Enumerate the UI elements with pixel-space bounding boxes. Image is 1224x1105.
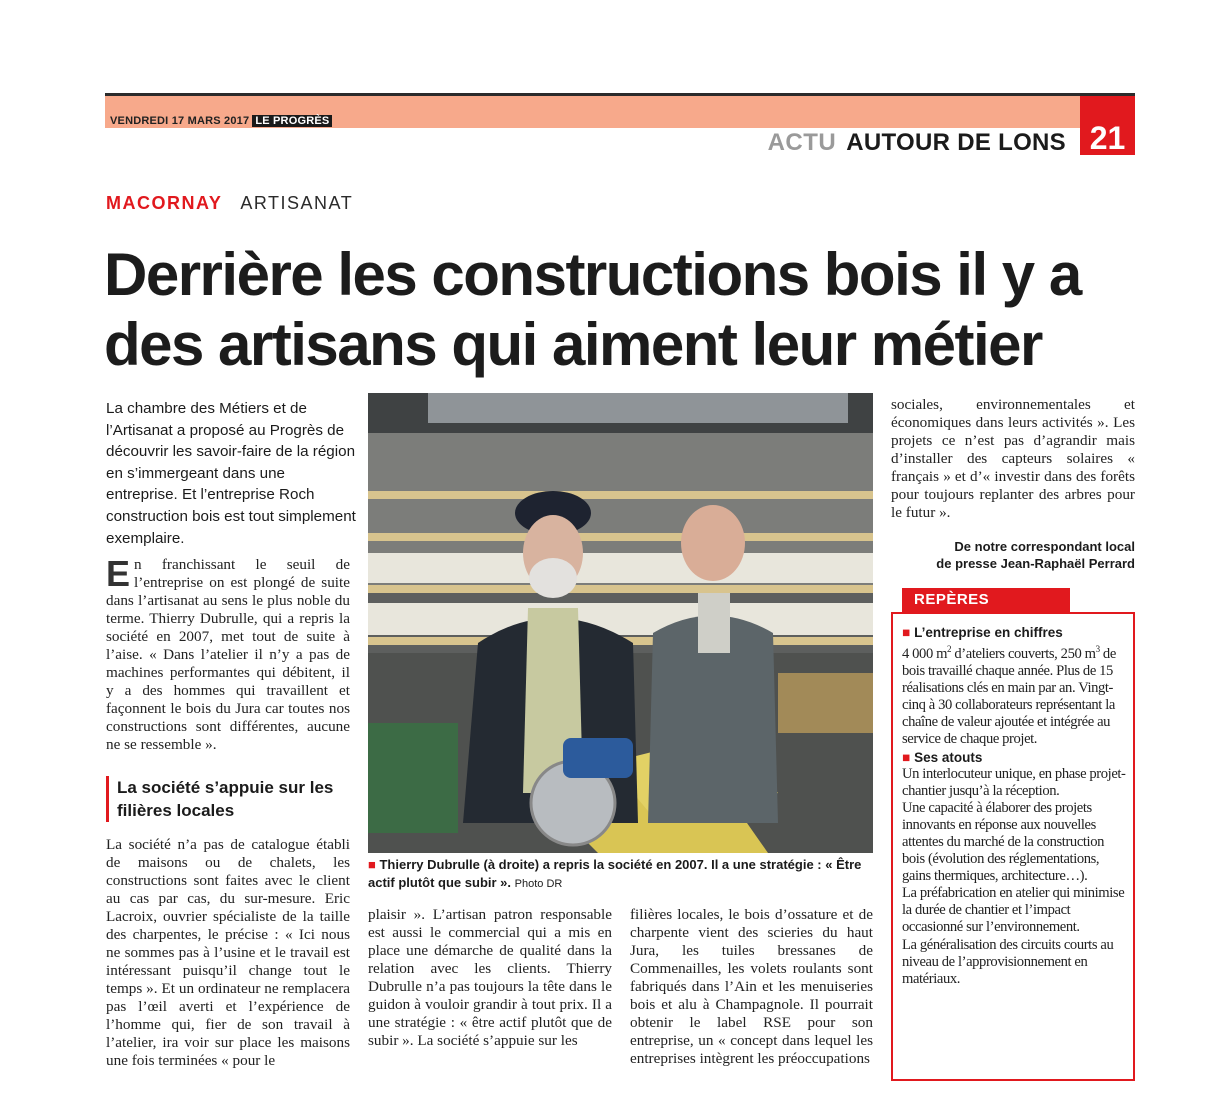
figures-part-1: 4 000 m	[902, 645, 948, 662]
photo-credit: Photo DR	[514, 878, 563, 890]
reperes-asset-4: La généralisation des circuits courts au niveau de l’approvisionnement en matériaux.	[902, 936, 1114, 987]
workshop-photo-illustration	[368, 393, 873, 853]
square-bullet-icon: ■	[902, 749, 911, 765]
reperes-heading-figures-text: L’entreprise en chiffres	[914, 625, 1063, 640]
article-column-4: sociales, environnementales et économiques dans leurs activités ». Les projets ce n’est pas d’agrandir mais d’installer des capteurs solaires « français » et d’« investir dans des forêts pour toujours replanter des arbres pour le futur ».	[891, 396, 1135, 521]
issue-date	[110, 115, 332, 127]
article-subhead: La société s’appuie sur les filières locales	[106, 776, 354, 822]
caption-square-icon: ■	[368, 857, 380, 872]
figures-superscript-1: 2	[947, 644, 952, 655]
article-intro	[106, 553, 350, 754]
reperes-heading-figures	[902, 624, 1128, 641]
signature-line-1: De notre correspondant local	[954, 539, 1135, 554]
article-column-3: filières locales, le bois d’ossature et de charpente vient des scieries du haut Jura, les tuiles bressanes de Commenailles, les volets roulants sont fabriqués dans l’Ain et les menuiseries bois et alu à Champagnole. Il pourrait obtenir le label RSE pour son entreprise, un « concept dans lequel les entreprises intègrent les préoccupations	[630, 906, 873, 1067]
square-bullet-icon: ■	[902, 625, 911, 640]
caption-text: Thierry Dubrulle (à droite) a repris la société en 2007. Il a une stratégie : « Être actif plutôt que subir ».	[368, 857, 862, 890]
author-signature	[891, 538, 1135, 572]
page-number: 21	[1089, 120, 1126, 156]
photo-caption	[368, 856, 873, 893]
figures-part-3: de bois travaillé chaque année. Plus de 15 réalisations clés en main par an. Vingt-cinq à 30 collaborateurs représentant la chaîne de valeur ajoutée et intégrée au service de chaque projet.	[902, 645, 1116, 748]
reperes-heading-assets-text: Ses atouts	[914, 749, 983, 765]
drop-cap: E	[106, 553, 131, 594]
signature-line-2: de presse Jean-Raphaël Perrard	[936, 556, 1135, 571]
reperes-figures-text	[902, 641, 1128, 748]
newspaper-name: LE PROGRÈS	[252, 115, 332, 127]
reperes-title: REPÈRES	[902, 588, 1070, 612]
article-photo	[368, 393, 873, 853]
section-label	[768, 128, 1066, 158]
article-column-2: plaisir ». L’artisan patron responsable est aussi le commercial qui a mis en place une démarche de qualité dans la relation avec les clients. Thierry Dubrulle n’a pas toujours la tête dans le guidon à vouloir grandir à tout prix. Il a une stratégie : « être actif plutôt que de subir ». La société s’appuie sur les	[368, 906, 612, 1049]
reperes-asset-1: Un interlocuteur unique, en phase projet-chantier jusqu’à la réception.	[902, 765, 1126, 799]
kicker-category: ARTISANAT	[240, 193, 354, 213]
figures-superscript-2: 3	[1095, 644, 1100, 655]
section-actu: ACTU	[767, 129, 837, 156]
reperes-content	[902, 624, 1128, 988]
reperes-asset-2: Une capacité à élaborer des projets innovants en réponse aux nouvelles attentes du marché de la construction bois (évolution des réglementations, gains thermiques, architecture…).	[902, 799, 1104, 885]
article-lead: La chambre des Métiers et de l’Artisanat a proposé au Progrès de découvrir les savoir-faire de la région en s’immergeant dans une entreprise. Et l’entreprise Roch construction bois est tout simplement exemplaire.	[106, 400, 356, 547]
kicker	[106, 193, 353, 214]
section-place: AUTOUR DE LONS	[846, 129, 1066, 156]
reperes-heading-assets	[902, 749, 1128, 766]
kicker-location: MACORNAY	[106, 193, 223, 213]
issue-date-text: VENDREDI 17 MARS 2017	[110, 115, 250, 127]
figures-part-2: d’ateliers couverts, 250 m	[951, 645, 1096, 662]
article-headline: Derrière les constructions bois il y a des artisans qui aiment leur métier	[104, 241, 1081, 378]
page-number-box	[1080, 96, 1135, 155]
article-column-1: La société n’a pas de catalogue établi de maisons ou de chalets, les constructions sont faites avec le client au cas par cas, du sur-mesure. Eric Lacroix, ouvrier spécialiste de la taille des charpentes, le précise : « Ici nous ne sommes pas à l’usine et le travail est intéressant puisqu’il change tout le temps ». Et un ordinateur ne remplacera pas l’œil averti et l’expérience de l’homme qui, fier de son travail à l’atelier, ira voir sur place les maisons une fois terminées « pour le	[106, 836, 350, 1069]
reperes-asset-3: La préfabrication en atelier qui minimise la durée de chantier et l’impact occasionné sur l’environnement.	[902, 885, 1125, 936]
intro-text: n franchissant le seuil de l’entreprise on est plongé de suite dans l’artisanat au sens le plus noble du terme. Thierry Dubrulle, qui a repris la société en 2007, met tout de suite à l’aise. « Dans l’atelier il n’y a pas de machines performantes qui débitent, il y a des hommes qui travaillent et façonnent le bois du Jura car toutes nos constructions sont différentes, aucune ne se ressemble ».	[106, 556, 350, 753]
